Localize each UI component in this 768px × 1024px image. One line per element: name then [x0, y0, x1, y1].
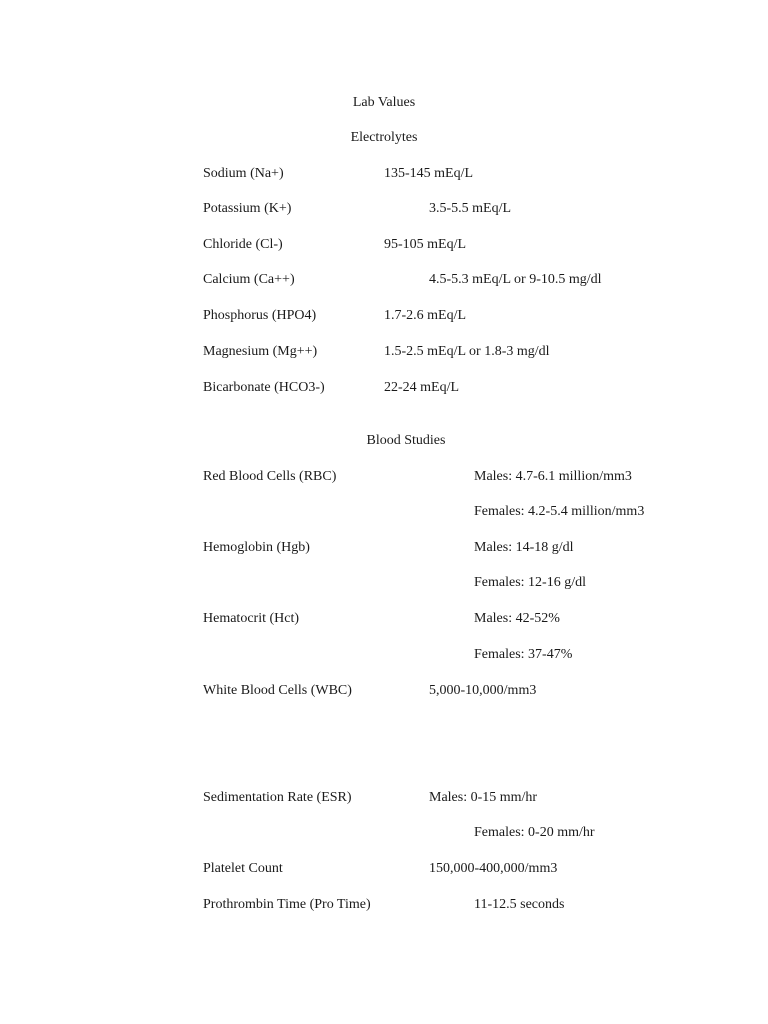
electrolyte-name-bicarbonate: Bicarbonate (HCO3-)	[203, 380, 325, 395]
blood-name-hgb: Hemoglobin (Hgb)	[203, 540, 310, 555]
electrolyte-name-phosphorus: Phosphorus (HPO4)	[203, 308, 317, 323]
blood-value-rbc-females: Females: 4.2-5.4 million/mm3	[474, 504, 645, 519]
electrolyte-value-potassium: 3.5-5.5 mEq/L	[429, 201, 512, 216]
blood-value-hgb-males: Males: 14-18 g/dl	[474, 540, 574, 555]
blood-value-hct-females: Females: 37-47%	[474, 647, 573, 662]
blood-name-esr: Sedimentation Rate (ESR)	[203, 790, 352, 805]
blood-name-hct: Hematocrit (Hct)	[203, 611, 300, 626]
electrolyte-value-phosphorus: 1.7-2.6 mEq/L	[384, 308, 467, 323]
electrolyte-name-potassium: Potassium (K+)	[203, 201, 292, 216]
electrolyte-value-chloride: 95-105 mEq/L	[384, 237, 467, 252]
page-title: Lab Values	[352, 95, 416, 110]
electrolyte-value-bicarbonate: 22-24 mEq/L	[384, 380, 460, 395]
blood-value-pt: 11-12.5 seconds	[474, 897, 565, 912]
blood-value-hgb-females: Females: 12-16 g/dl	[474, 575, 586, 590]
electrolyte-name-chloride: Chloride (Cl-)	[203, 237, 283, 252]
blood-name-wbc: White Blood Cells (WBC)	[203, 683, 352, 698]
electrolytes-heading: Electrolytes	[350, 130, 418, 145]
blood-value-esr-males: Males: 0-15 mm/hr	[429, 790, 538, 805]
electrolyte-value-magnesium: 1.5-2.5 mEq/L or 1.8-3 mg/dl	[384, 344, 550, 359]
electrolyte-value-sodium: 135-145 mEq/L	[384, 166, 474, 181]
blood-value-rbc-males: Males: 4.7-6.1 million/mm3	[474, 469, 632, 484]
blood-name-rbc: Red Blood Cells (RBC)	[203, 469, 337, 484]
blood-value-esr-females: Females: 0-20 mm/hr	[474, 825, 595, 840]
electrolyte-value-calcium: 4.5-5.3 mEq/L or 9-10.5 mg/dl	[429, 272, 602, 287]
blood-value-wbc: 5,000-10,000/mm3	[429, 683, 537, 698]
blood-value-hct-males: Males: 42-52%	[474, 611, 560, 626]
blood-name-pt: Prothrombin Time (Pro Time)	[203, 897, 371, 912]
blood-name-platelet: Platelet Count	[203, 861, 283, 876]
electrolyte-name-magnesium: Magnesium (Mg++)	[203, 344, 318, 359]
electrolyte-name-calcium: Calcium (Ca++)	[203, 272, 295, 287]
blood-value-platelet: 150,000-400,000/mm3	[429, 861, 558, 876]
electrolyte-name-sodium: Sodium (Na+)	[203, 166, 284, 181]
blood-studies-heading: Blood Studies	[366, 433, 446, 448]
